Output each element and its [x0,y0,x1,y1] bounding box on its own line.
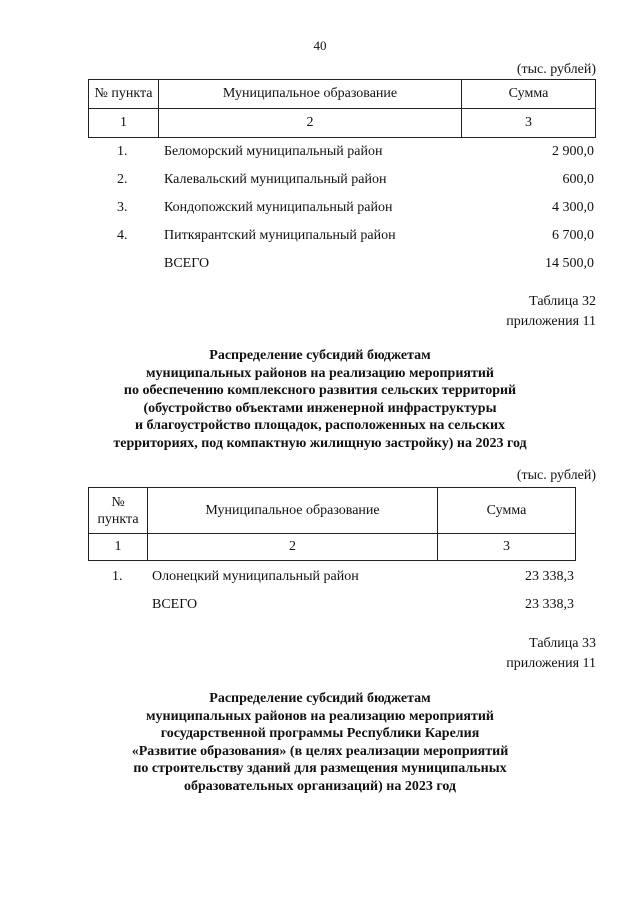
title-line: муниципальных районов на реализацию мероприятий [146,708,494,724]
title-line: Распределение субсидий бюджетам [209,348,431,363]
table-row [0,226,640,246]
table33-ref-line2: приложения 11 [506,656,596,671]
row-name: Беломорский муниципальный район [164,144,383,159]
title-line: «Развитие образования» (в целях реализации мероприятий [131,743,509,759]
table33-reference [506,634,596,674]
table-row [0,142,640,162]
row-sum: 2 900,0 [552,144,594,159]
table32-header-sum: Сумма [438,488,576,534]
total-label: ВСЕГО [164,256,210,271]
row-sum: 600,0 [562,172,594,187]
table32-colnum-2: 2 [148,534,438,561]
title-line: по строительству зданий для размещения муниципальных [133,761,507,776]
title-line: (обустройство объектами инженерной инфраструктуры [143,400,497,416]
table32-header [88,487,576,561]
table32-reference [506,292,596,332]
table33-ref-line1: Таблица 33 [529,636,596,651]
table32-colnum-3: 3 [438,534,576,561]
title-line: по обеспечению комплексного развития сельских территорий [123,383,517,398]
table1-header [88,79,596,138]
header-number-line2: пункта [97,511,139,527]
table32-ref-line1: Таблица 32 [529,294,596,309]
row-name: Кондопожский муниципальный район [164,200,393,215]
row-name: Питкярантский муниципальный район [164,228,396,243]
row-number: 4. [117,228,128,243]
title-line: Распределение субсидий бюджетам [209,691,431,706]
table32-header-number [89,488,148,534]
table-total-row [0,254,640,274]
table32-colnum-1: 1 [89,534,148,561]
table-row [0,567,640,587]
row-sum: 23 338,3 [525,569,574,584]
table32-header-name: Муниципальное образование [148,488,438,534]
total-label: ВСЕГО [152,597,198,612]
table33-title [0,690,640,795]
row-sum: 6 700,0 [552,228,594,243]
table1-colnum-2: 2 [159,109,462,138]
table32-unit: (тыс. рублей) [516,468,596,483]
row-number: 1. [117,144,128,159]
row-name: Калевальский муниципальный район [164,172,387,187]
table-total-row [0,595,640,615]
title-line: территориях, под компактную жилищную застройку) на 2023 год [113,435,527,451]
table1-header-sum: Сумма [462,80,596,109]
row-sum: 4 300,0 [552,200,594,215]
total-sum: 23 338,3 [525,597,574,612]
table1-colnum-1: 1 [89,109,159,138]
row-number: 1. [112,569,123,584]
page-number: 40 [313,38,327,53]
total-sum: 14 500,0 [545,256,594,271]
table1-unit: (тыс. рублей) [516,62,596,77]
table1-colnum-3: 3 [462,109,596,138]
table32-ref-line2: приложения 11 [506,314,596,329]
row-number: 3. [117,200,128,215]
row-name: Олонецкий муниципальный район [152,569,359,584]
title-line: образовательных организаций) на 2023 год [183,778,457,794]
table-row [0,170,640,190]
table1-header-name: Муниципальное образование [159,80,462,109]
table1-header-number: № пункта [89,80,159,109]
table32-title [0,347,640,452]
row-number: 2. [117,172,128,187]
title-line: муниципальных районов на реализацию мероприятий [146,365,494,381]
header-number-line1: № [111,494,125,510]
title-line: государственной программы Республики Карелия [160,726,480,741]
title-line: и благоустройство площадок, расположенных на сельских [134,418,506,433]
table-row [0,198,640,218]
